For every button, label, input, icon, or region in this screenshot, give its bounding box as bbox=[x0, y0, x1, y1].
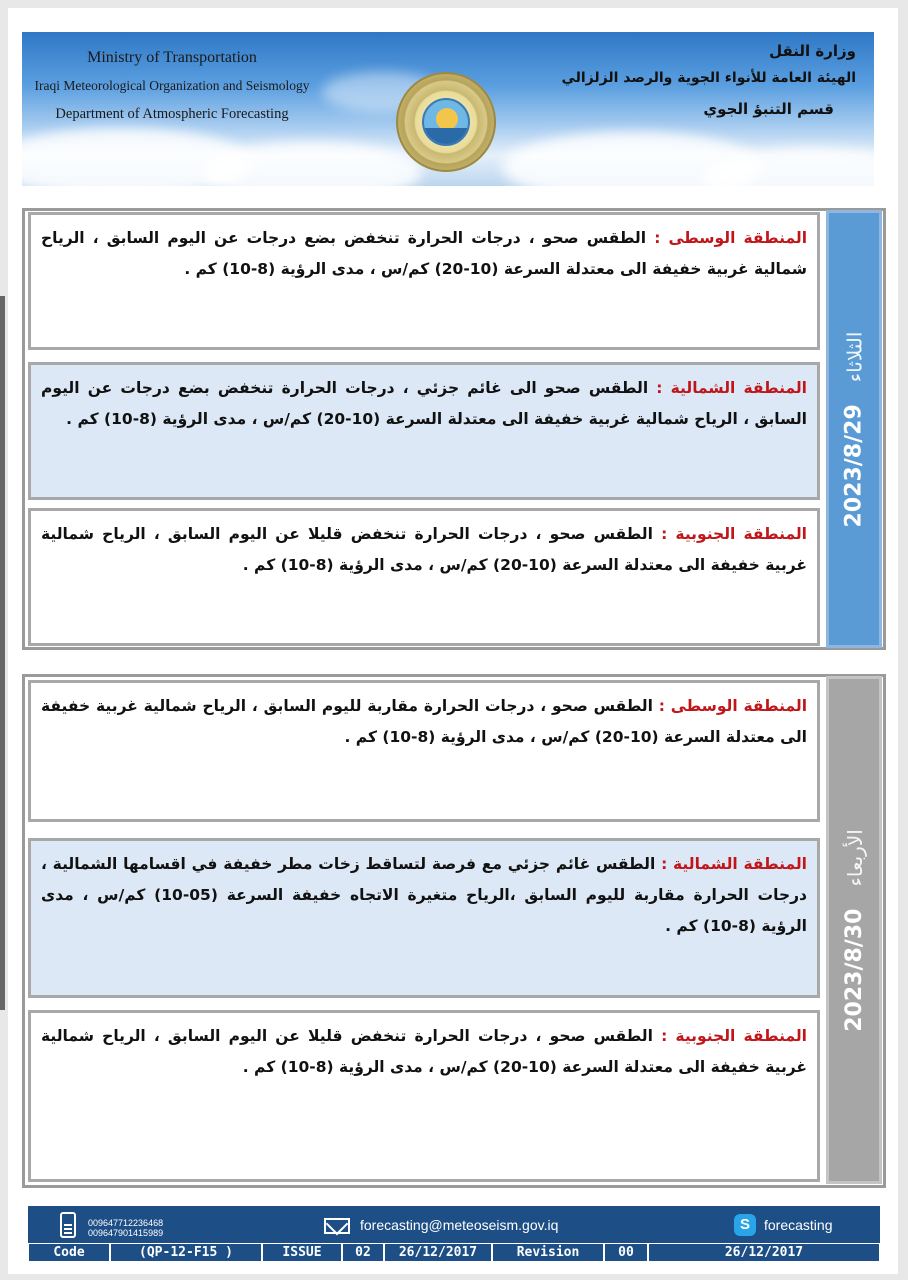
revision-date: 26/12/2017 bbox=[648, 1243, 880, 1262]
forecast-day-name: الأربعاء bbox=[842, 828, 867, 887]
page-edge-mark bbox=[0, 296, 5, 1010]
issue-value: 02 bbox=[342, 1243, 384, 1262]
revision-value: 00 bbox=[604, 1243, 648, 1262]
issue-date: 26/12/2017 bbox=[384, 1243, 492, 1262]
envelope-icon bbox=[324, 1218, 350, 1234]
forecast-north-day2 bbox=[28, 838, 820, 998]
forecast-text: الطقس صحو ، درجات الحرارة مقاربة لليوم السابق ، الرياح شمالية غربية خفيفة الى معتدلة السرعة (10-20) كم/س ، مدى الرؤية (8-10) كم . bbox=[41, 697, 807, 746]
header-department-en: Department of Atmospheric Forecasting bbox=[55, 106, 289, 122]
forecast-text: الطقس صحو الى غائم جزئي ، درجات الحرارة تنخفض بضع درجات عن اليوم السابق ، الرياح شمالية غربية خفيفة الى معتدلة السرعة (10-20) كم/س ، مدى الرؤية (8-10) كم . bbox=[41, 379, 807, 428]
region-label: المنطقة الجنوبية : bbox=[661, 1027, 807, 1045]
header-organization-ar: الهيئة العامة للأنواء الجوية والرصد الزلزالي bbox=[561, 70, 856, 86]
code-label: Code bbox=[28, 1243, 110, 1262]
meteorology-seal-logo bbox=[396, 72, 496, 172]
forecast-central-day2 bbox=[28, 680, 820, 822]
region-label: المنطقة الوسطى : bbox=[654, 229, 808, 247]
region-label: المنطقة الشمالية : bbox=[661, 855, 807, 873]
forecast-south-day1 bbox=[28, 508, 820, 646]
day-sidebar-1 bbox=[826, 210, 882, 648]
phone-numbers bbox=[88, 1218, 163, 1238]
forecast-date: 2023/8/29 bbox=[841, 403, 867, 527]
code-value: (QP-12-F15 ) bbox=[110, 1243, 262, 1262]
region-label: المنطقة الوسطى : bbox=[658, 697, 808, 715]
revision-label: Revision bbox=[492, 1243, 604, 1262]
region-label: المنطقة الشمالية : bbox=[656, 379, 807, 397]
header-department-ar: قسم التنبؤ الجوي bbox=[703, 100, 834, 118]
forecast-text: الطقس صحو ، درجات الحرارة تنخفض بضع درجات عن اليوم السابق ، الرياح شمالية غربية خفيفة الى معتدلة السرعة (10-20) كم/س ، مدى الرؤية (8-10) كم . bbox=[41, 229, 807, 278]
phone-icon bbox=[60, 1212, 76, 1238]
skype-handle: forecasting bbox=[764, 1217, 833, 1233]
header-ministry-en: Ministry of Transportation bbox=[87, 49, 257, 66]
forecast-north-day1 bbox=[28, 362, 820, 500]
forecast-text: الطقس صحو ، درجات الحرارة تنخفض قليلا عن اليوم السابق ، الرياح شمالية غربية خفيفة الى معتدلة السرعة (10-20) كم/س ، مدى الرؤية (8-10) كم . bbox=[41, 1027, 807, 1076]
forecast-text: الطقس صحو ، درجات الحرارة تنخفض قليلا عن اليوم السابق ، الرياح شمالية غربية خفيفة الى معتدلة السرعة (10-20) كم/س ، مدى الرؤية (8-10) كم . bbox=[41, 525, 807, 574]
header-organization-en: Iraqi Meteorological Organization and Seismology bbox=[34, 78, 310, 93]
document-control-row bbox=[28, 1243, 880, 1262]
forecast-central-day1 bbox=[28, 212, 820, 350]
region-label: المنطقة الجنوبية : bbox=[661, 525, 807, 543]
header-ministry-ar: وزارة النقل bbox=[769, 42, 856, 60]
email-address: forecasting@meteoseism.gov.iq bbox=[360, 1217, 559, 1233]
forecast-text: الطقس غائم جزئي مع فرصة لتساقط زخات مطر خفيفة في اقسامها الشمالية ، درجات الحرارة مقاربة لليوم السابق ،الرياح متغيرة الاتجاه خفيفة السرعة (05-10) كم/س ، مدى الرؤية (8-10) كم . bbox=[41, 855, 807, 935]
phone-number-1: 009647712236468 bbox=[88, 1218, 164, 1228]
forecast-south-day2 bbox=[28, 1010, 820, 1182]
skype-icon: S bbox=[734, 1214, 756, 1236]
forecast-date: 2023/8/30 bbox=[841, 908, 867, 1032]
phone-number-2: 009647901415989 bbox=[88, 1228, 164, 1238]
issue-label: ISSUE bbox=[262, 1243, 342, 1262]
day-sidebar-2 bbox=[826, 676, 882, 1184]
forecast-day-name: الثلاثاء bbox=[842, 331, 867, 382]
letterhead bbox=[22, 32, 874, 186]
